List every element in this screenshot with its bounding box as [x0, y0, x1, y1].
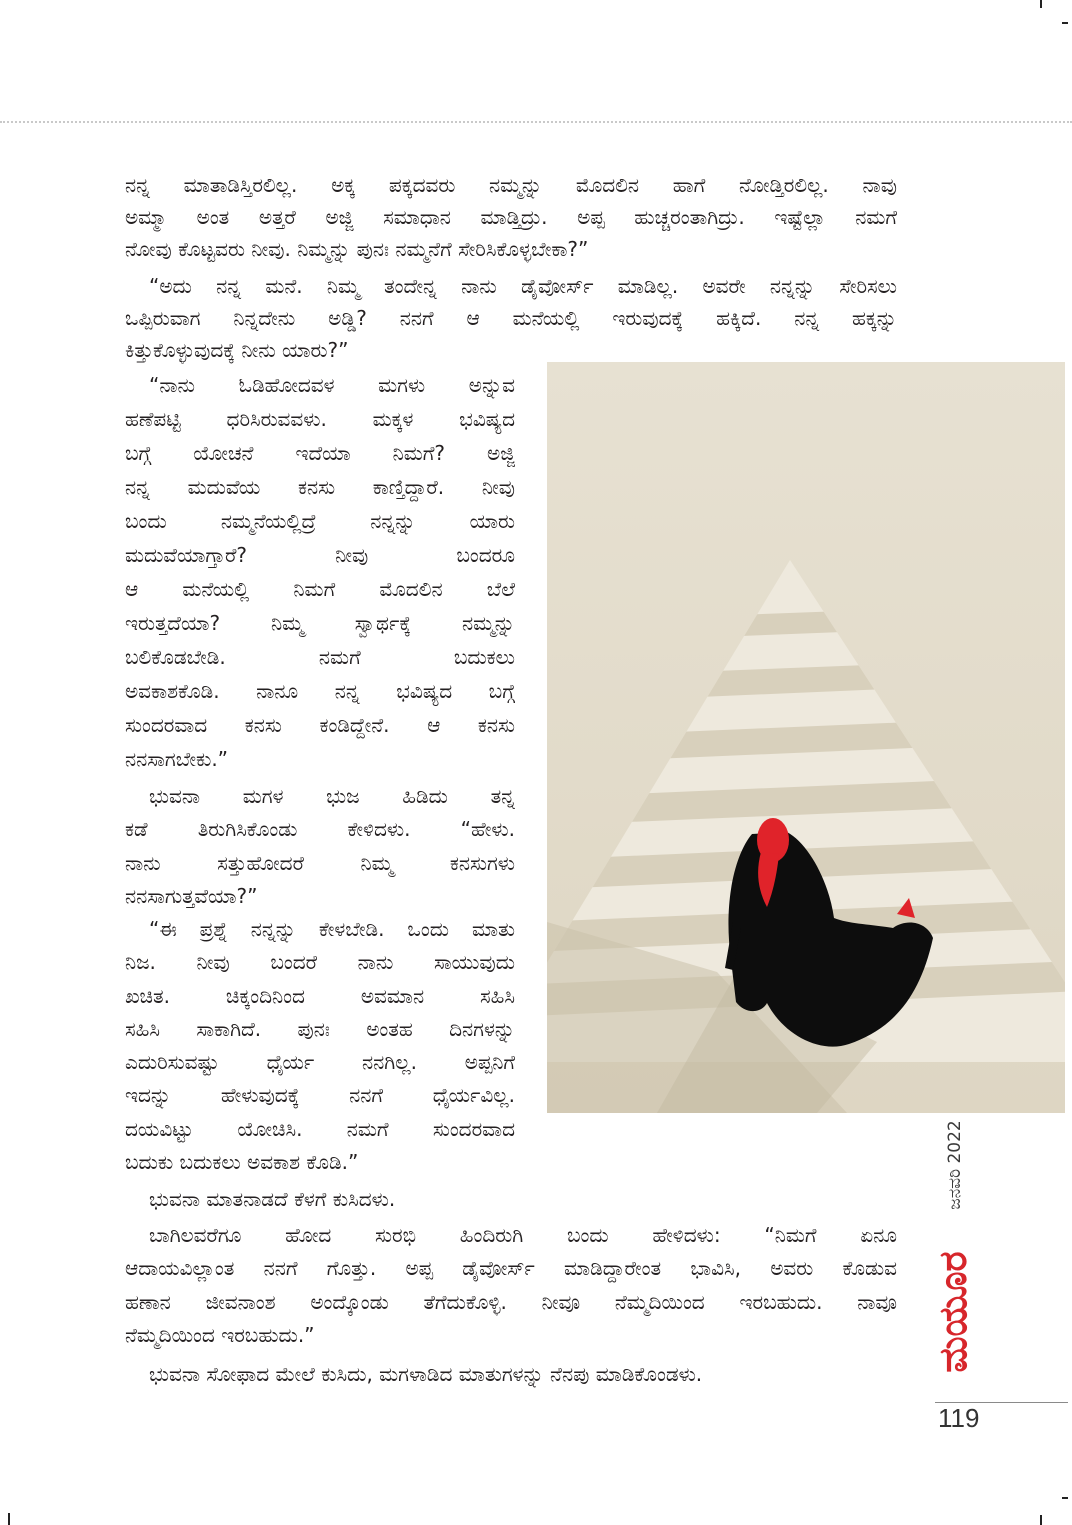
text-line: ಭುವನಾ ಮಗಳ ಭುಜ ಹಿಡಿದು ತನ್ನ	[149, 784, 515, 808]
text-line: ಹಣೆಪಟ್ಟಿ ಧರಿಸಿರುವವಳು. ಮಕ್ಕಳ ಭವಿಷ್ಯದ	[125, 407, 515, 431]
text-line: ಇದನ್ನು ಹೇಳುವುದಕ್ಕೆ ನನಗೆ ಧೈರ್ಯವಿಲ್ಲ.	[125, 1083, 515, 1108]
text-line: ಬಗ್ಗೆ ಯೋಚನೆ ಇದೆಯಾ ನಿಮಗೆ? ಅಜ್ಜಿ	[125, 441, 515, 465]
issue-date: ಜನವರಿ 2022	[945, 1120, 965, 1210]
paragraph-8	[125, 1358, 897, 1391]
paragraph-2	[125, 270, 897, 366]
text-line: ಭುವನಾ ಮಾತನಾಡದೆ ಕೆಳಗೆ ಕುಸಿದಳು.	[149, 1187, 396, 1211]
text-line: ನನ್ನ ಮದುವೆಯ ಕನಸು ಕಾಣ್ತಿದ್ದಾರೆ. ನೀವು	[125, 475, 515, 499]
text-line: ನೋವು ಕೊಟ್ಟವರು ನೀವು. ನಿಮ್ಮನ್ನು ಪುನಃ ನಮ್ಮನೆಗೆ ಸೇರಿಸಿಕೊಳ್ಳಬೇಕಾ?”	[125, 237, 589, 261]
paragraph-7	[125, 1219, 897, 1352]
text-line: ನನಸಾಗಬೇಕು.”	[125, 747, 229, 771]
paragraph-1	[125, 169, 897, 265]
text-line: ಸುಂದರವಾದ ಕನಸು ಕಂಡಿದ್ದೇನೆ. ಆ ಕನಸು	[125, 713, 515, 737]
text-line: ನಾನು ಸತ್ತುಹೋದರೆ ನಿಮ್ಮ ಕನಸುಗಳು	[125, 850, 515, 875]
paragraph-6	[125, 1183, 515, 1216]
crop-mark	[1062, 22, 1068, 24]
paragraph-5	[125, 913, 515, 1179]
text-line: ಬದುಕು ಬದುಕಲು ಅವಕಾಶ ಕೊಡಿ.”	[125, 1150, 359, 1175]
text-line: ಇರುತ್ತದೆಯಾ? ನಿಮ್ಮ ಸ್ವಾರ್ಥಕ್ಕೆ ನಮ್ಮನ್ನು	[125, 611, 515, 635]
top-dotted-rule	[0, 121, 1072, 123]
text-line: ಬಾಗಿಲವರೆಗೂ ಹೋದ ಸುರಭಿ ಹಿಂದಿರುಗಿ ಬಂದು ಹೇಳಿದಳು: “ನಿಮಗೆ ಏನೂ	[149, 1223, 897, 1247]
crop-mark	[1062, 1497, 1068, 1499]
text-line: “ಅದು ನನ್ನ ಮನೆ. ನಿಮ್ಮ ತಂದೇನ್ನ ನಾನು ಡೈವೋರ್ಸ್ ಮಾಡಿಲ್ಲ. ಅವರೇ ನನ್ನನ್ನು ಸೇರಿಸಲು	[149, 274, 897, 298]
text-line: ಬಲಿಕೊಡಬೇಡಿ. ನಮಗೆ ಬದುಕಲು	[125, 645, 515, 669]
text-line: ಮದುವೆಯಾಗ್ತಾರೆ? ನೀವು ಬಂದರೂ	[125, 543, 515, 567]
text-line: ಅಮ್ಮಾ ಅಂತ ಅತ್ತರೆ ಅಜ್ಜಿ ಸಮಾಧಾನ ಮಾಡ್ತಿದ್ರು. ಅಪ್ಪ ಹುಚ್ಚರಂತಾಗಿದ್ರು. ಇಷ್ಟೆಲ್ಲಾ ನಮಗೆ	[125, 205, 897, 229]
text-line: “ನಾನು ಓಡಿಹೋದವಳ ಮಗಳು ಅನ್ನುವ	[149, 373, 515, 397]
text-line: ದಯವಿಟ್ಟು ಯೋಚಿಸಿ. ನಮಗೆ ಸುಂದರವಾದ	[125, 1116, 515, 1141]
crop-mark	[8, 1513, 10, 1525]
text-line: ಹಣಾನ ಜೀವನಾಂಶ ಅಂದ್ಕೊಂಡು ತೆಗೆದುಕೊಳ್ಳಿ. ನೀವೂ ನೆಮ್ಮದಿಯಿಂದ ಇರಬಹುದು. ನಾವೂ	[125, 1289, 897, 1314]
text-line: ನಿಜ. ನೀವು ಬಂದರೆ ನಾನು ಸಾಯುವುದು	[125, 950, 515, 975]
text-line: ನನ್ನ ಮಾತಾಡಿಸ್ತಿರಲಿಲ್ಲ. ಅಕ್ಕ ಪಕ್ಕದವರು ನಮ್ಮನ್ನು ಮೊದಲಿನ ಹಾಗೆ ನೋಡ್ತಿರಲಿಲ್ಲ. ನಾವು	[125, 173, 897, 197]
text-line: ಕಿತ್ತುಕೊಳ್ಳುವುದಕ್ಕೆ ನೀನು ಯಾರು?”	[125, 338, 349, 362]
text-line: ಬಂದು ನಮ್ಮನೆಯಲ್ಲಿದ್ರೆ ನನ್ನನ್ನು ಯಾರು	[125, 509, 515, 533]
crop-mark	[1040, 1515, 1042, 1525]
paragraph-4	[125, 780, 515, 913]
text-line: “ಈ ಪ್ರಶ್ನೆ ನನ್ನನ್ನು ಕೇಳಬೇಡಿ. ಒಂದು ಮಾತು	[149, 917, 515, 941]
text-line: ಕಡೆ ತಿರುಗಿಸಿಕೊಂಡು ಕೇಳಿದಳು. “ಹೇಳು.	[125, 817, 515, 842]
text-line: ನೆಮ್ಮದಿಯಿಂದ ಇರಬಹುದು.”	[125, 1322, 315, 1347]
text-line: ನನಸಾಗುತ್ತವೆಯಾ?”	[125, 883, 258, 908]
story-illustration	[547, 362, 1065, 1113]
text-line: ಒಪ್ಪಿರುವಾಗ ನಿನ್ನದೇನು ಅಡ್ಡಿ? ನನಗೆ ಆ ಮನೆಯಲ್ಲಿ ಇರುವುದಕ್ಕೆ ಹಕ್ಕಿದೆ. ನನ್ನ ಹಕ್ಕನ್ನು	[125, 306, 897, 330]
paragraph-3	[125, 368, 515, 776]
text-line: ಭುವನಾ ಸೋಫಾದ ಮೇಲೆ ಕುಸಿದು, ಮಗಳಾಡಿದ ಮಾತುಗಳನ್ನು ನೆನಪು ಮಾಡಿಕೊಂಡಳು.	[149, 1362, 703, 1386]
text-line: ಖಚಿತ. ಚಿಕ್ಕಂದಿನಿಂದ ಅವಮಾನ ಸಹಿಸಿ	[125, 983, 515, 1008]
crop-mark	[1040, 0, 1042, 8]
text-line: ಅವಕಾಶಕೊಡಿ. ನಾನೂ ನನ್ನ ಭವಿಷ್ಯದ ಬಗ್ಗೆ	[125, 679, 515, 703]
magazine-logo: ಮಯೂರ	[931, 1251, 975, 1373]
text-line: ಎದುರಿಸುವಷ್ಟು ಧೈರ್ಯ ನನಗಿಲ್ಲ. ಅಪ್ಪನಿಗೆ	[125, 1050, 515, 1075]
page-number: 119	[938, 1403, 980, 1433]
text-line: ಆದಾಯವಿಲ್ಲಾಂತ ನನಗೆ ಗೊತ್ತು. ಅಪ್ಪ ಡೈವೋರ್ಸ್ ಮಾಡಿದ್ದಾರೇಂತ ಭಾವಿಸಿ, ಅವರು ಕೊಡುವ	[125, 1256, 897, 1281]
text-line: ಸಹಿಸಿ ಸಾಕಾಗಿದೆ. ಪುನಃ ಅಂತಹ ದಿನಗಳನ್ನು	[125, 1016, 515, 1041]
text-line: ಆ ಮನೆಯಲ್ಲಿ ನಿಮಗೆ ಮೊದಲಿನ ಬೆಲೆ	[125, 577, 515, 601]
